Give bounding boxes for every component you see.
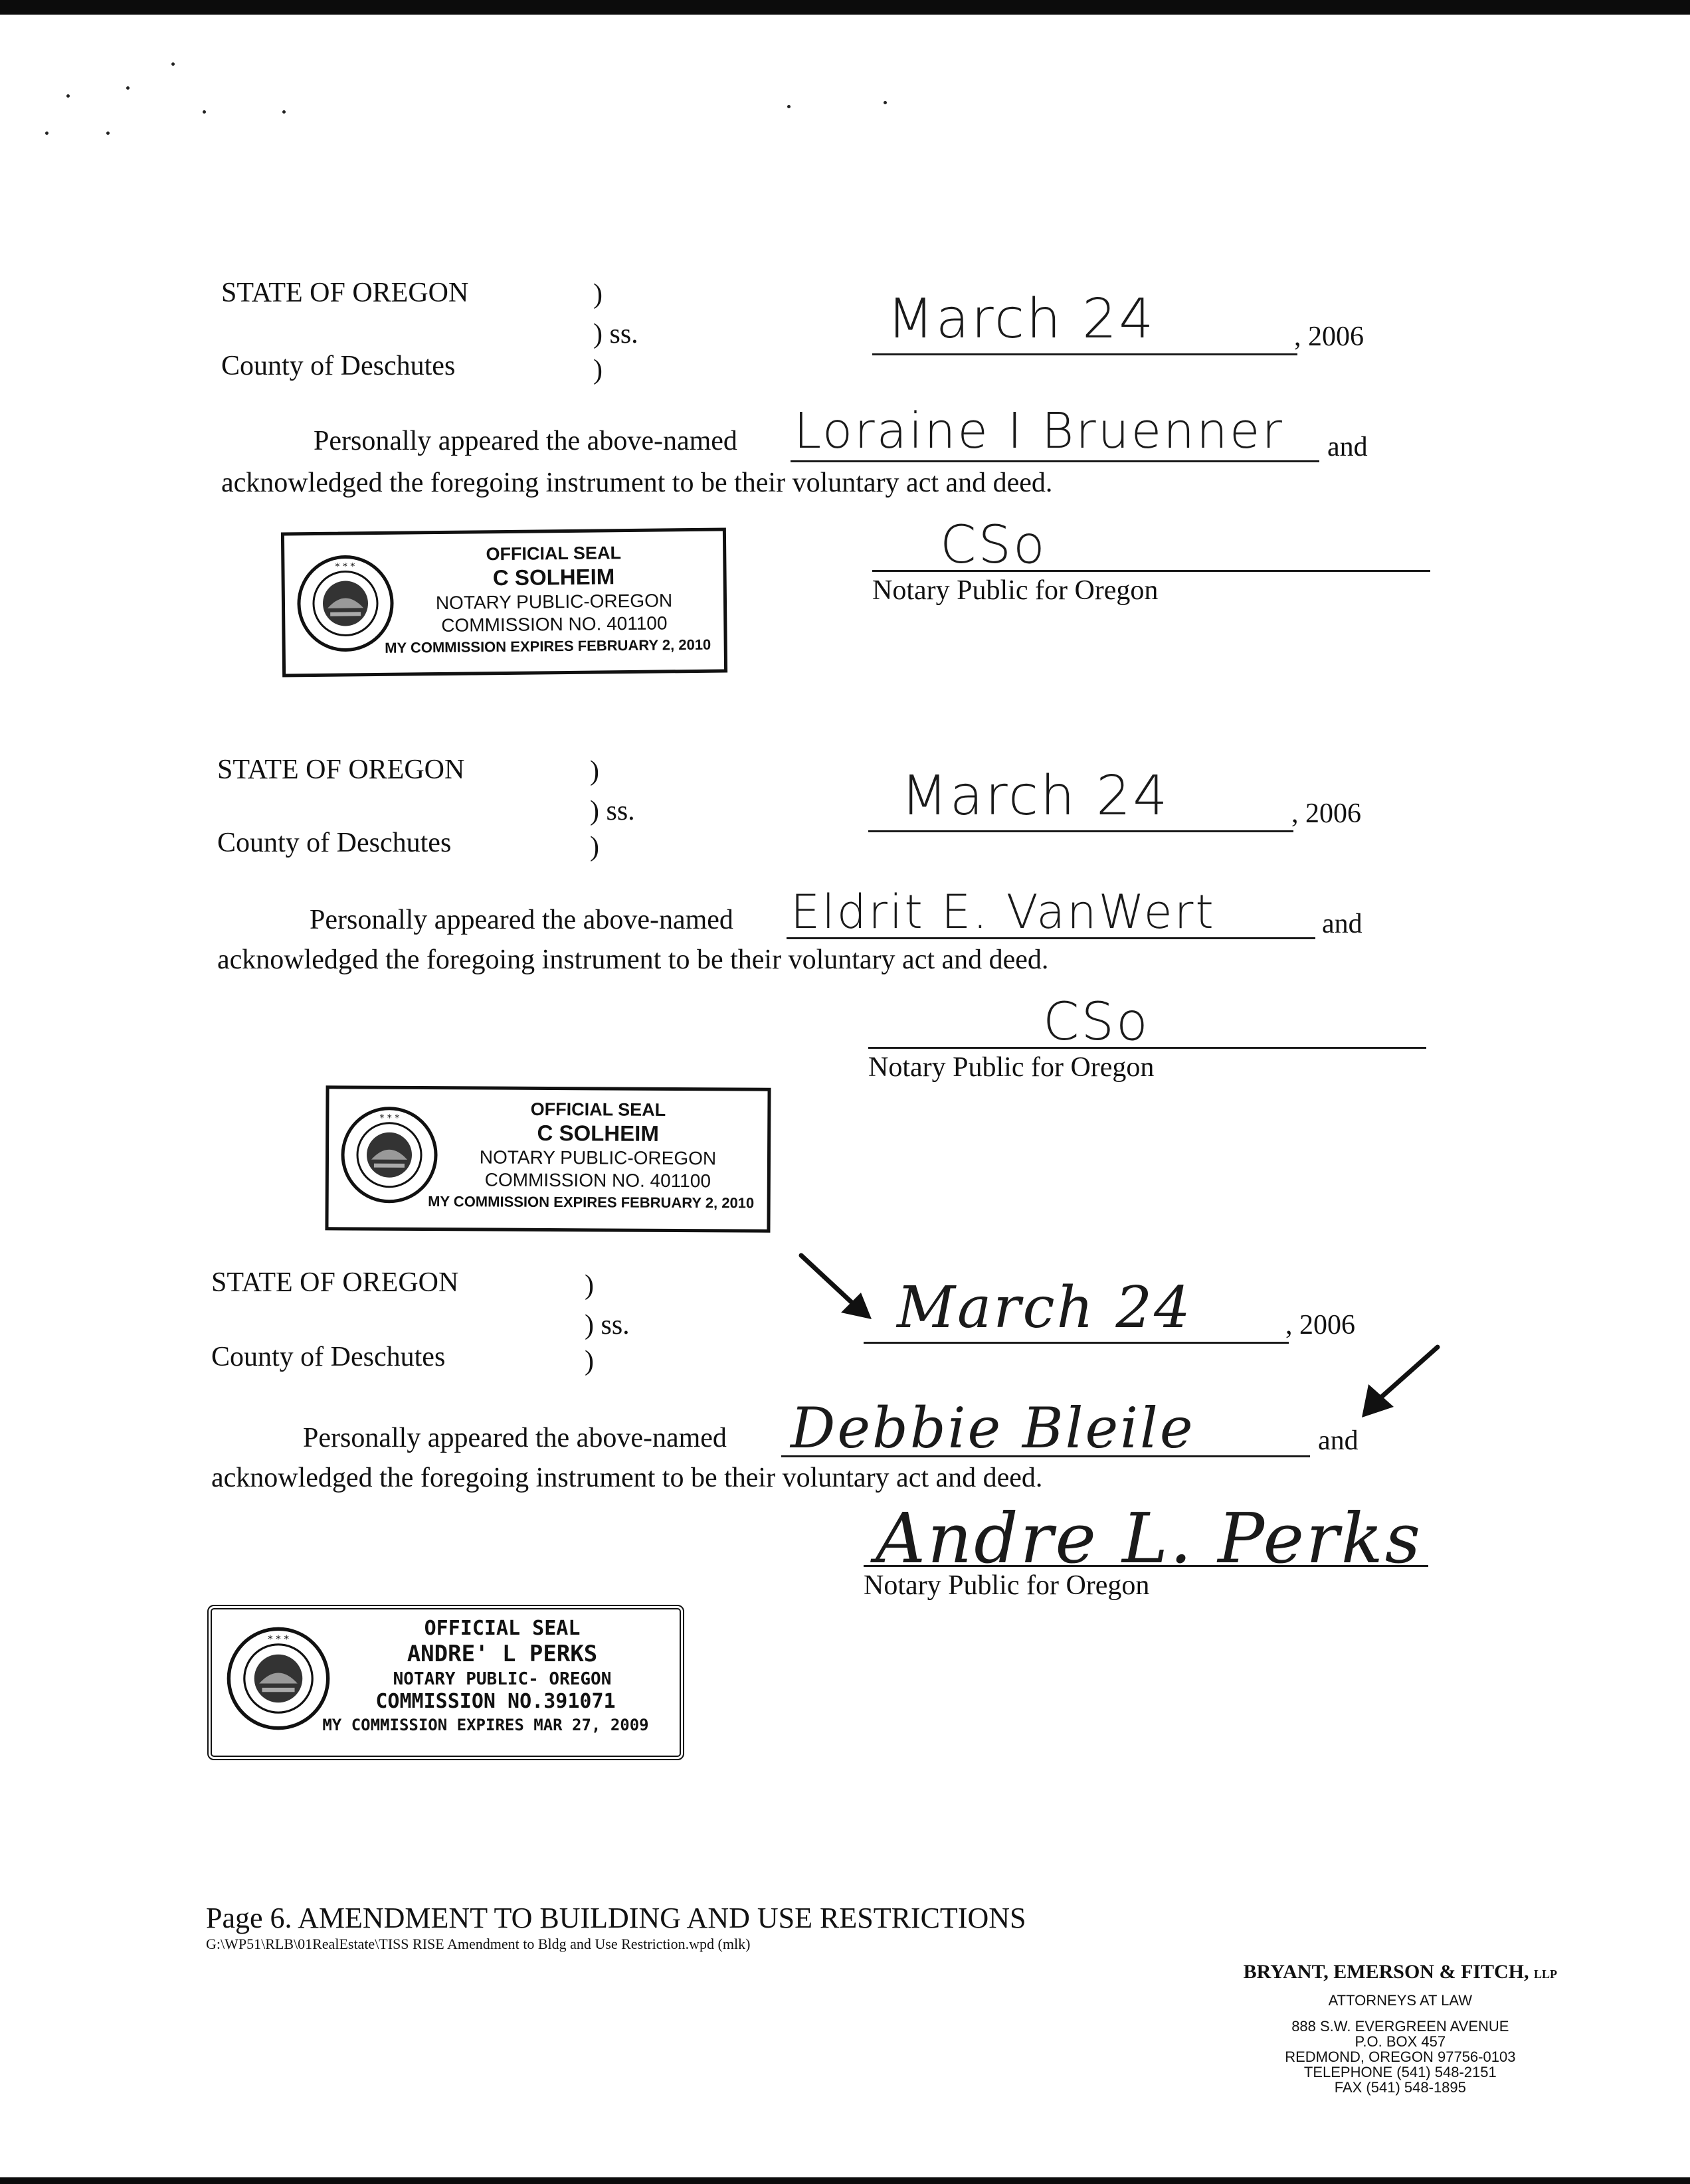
seal-line-3: NOTARY PUBLIC-OREGON <box>479 1146 717 1169</box>
date-handwritten: March 24 <box>901 765 1170 828</box>
date-line <box>872 353 1297 355</box>
firm-name-suffix: LLP <box>1533 1967 1557 1981</box>
year-text: , 2006 <box>1291 798 1361 829</box>
firm-address-1: 888 S.W. EVERGREEN AVENUE <box>1291 2018 1509 2035</box>
firm-telephone: TELEPHONE (541) 548-2151 <box>1303 2064 1497 2081</box>
name-line <box>781 1455 1310 1457</box>
seal-line-1: OFFICIAL SEAL <box>424 1617 581 1640</box>
county-label: County of Deschutes <box>211 1342 446 1372</box>
paren-ss: ) ss. <box>590 796 635 826</box>
notary-label: Notary Public for Oregon <box>872 575 1159 606</box>
name-line <box>791 460 1319 462</box>
ack-text: acknowledged the foregoing instrument to be their voluntary act and deed. <box>221 468 1053 498</box>
seal-line-2: C SOLHEIM <box>492 564 615 591</box>
official-seal-stamp <box>207 1605 684 1760</box>
seal-line-1: OFFICIAL SEAL <box>530 1099 666 1120</box>
paren-top: ) <box>593 279 603 310</box>
name-line <box>787 937 1315 939</box>
date-line <box>868 830 1293 832</box>
appeared-text: Personally appeared the above-named <box>303 1423 727 1453</box>
seal-line-2: ANDRE' L PERKS <box>407 1641 598 1667</box>
name-handwritten: Debbie Bleile <box>791 1396 1195 1461</box>
year-text: , 2006 <box>1294 321 1364 352</box>
appeared-text: Personally appeared the above-named <box>314 426 737 456</box>
firm-address-3: REDMOND, OREGON 97756-0103 <box>1285 2048 1516 2066</box>
date-handwritten: March 24 <box>897 1275 1192 1341</box>
and-text: and <box>1322 909 1362 939</box>
year-text: , 2006 <box>1285 1310 1355 1340</box>
paren-bottom: ) <box>590 832 599 862</box>
scan-bottom-border <box>0 2177 1690 2184</box>
notary-label: Notary Public for Oregon <box>868 1052 1155 1083</box>
paren-ss: ) ss. <box>593 319 638 349</box>
seal-line-4: COMMISSION NO. 401100 <box>484 1169 711 1192</box>
notary-signature: Andre L. Perks <box>876 1498 1423 1579</box>
signature-line <box>864 1565 1428 1567</box>
file-path: G:\WP51\RLB\01RealEstate\TISS RISE Amendment to Bldg and Use Restriction.wpd (mlk) <box>206 1936 751 1952</box>
notary-signature: CSo <box>940 515 1047 575</box>
firm-address-2: P.O. BOX 457 <box>1355 2033 1446 2050</box>
seal-line-4: COMMISSION NO.391071 <box>375 1690 616 1713</box>
svg-text:* * *: * * * <box>268 1633 289 1645</box>
ack-text: acknowledged the foregoing instrument to be their voluntary act and deed. <box>217 945 1049 975</box>
notary-signature: CSo <box>1043 992 1150 1052</box>
seal-line-4: COMMISSION NO. 401100 <box>441 612 668 636</box>
law-firm-block <box>1244 1961 1557 2096</box>
county-label: County of Deschutes <box>221 351 456 381</box>
svg-text:* * *: * * * <box>335 561 355 573</box>
firm-subtitle: ATTORNEYS AT LAW <box>1328 1992 1473 2009</box>
seal-line-5: MY COMMISSION EXPIRES FEBRUARY 2, 2010 <box>385 636 711 656</box>
state-label: STATE OF OREGON <box>221 278 469 308</box>
svg-text:* * *: * * * <box>379 1113 400 1124</box>
arrow-pointer-icon <box>1355 1343 1442 1423</box>
paren-bottom: ) <box>593 355 603 385</box>
county-label: County of Deschutes <box>217 828 452 858</box>
seal-line-5: MY COMMISSION EXPIRES FEBRUARY 2, 2010 <box>428 1193 755 1212</box>
seal-line-3: NOTARY PUBLIC-OREGON <box>435 590 673 614</box>
notary-block-3 <box>0 992 1690 1734</box>
firm-fax: FAX (541) 548-1895 <box>1334 2079 1466 2096</box>
page-footer-title: Page 6. AMENDMENT TO BUILDING AND USE RESTRICTIONS <box>206 1902 1026 1934</box>
date-line <box>864 1342 1289 1344</box>
appeared-text: Personally appeared the above-named <box>310 905 733 935</box>
paren-ss: ) ss. <box>585 1310 630 1340</box>
paren-bottom: ) <box>585 1346 594 1376</box>
and-text: and <box>1318 1425 1359 1456</box>
notary-block-2 <box>0 477 1690 1212</box>
state-label: STATE OF OREGON <box>211 1267 459 1298</box>
name-handwritten: Loraine I Bruenner <box>794 403 1284 460</box>
arrow-pointer-icon <box>797 1251 877 1324</box>
paren-top: ) <box>590 756 599 786</box>
date-handwritten: March 24 <box>887 288 1156 351</box>
notary-block-1 <box>0 0 1690 656</box>
ack-text: acknowledged the foregoing instrument to be their voluntary act and deed. <box>211 1463 1043 1493</box>
firm-name: BRYANT, EMERSON & FITCH, LLP <box>1243 1961 1557 1983</box>
seal-line-2: C SOLHEIM <box>537 1120 659 1146</box>
paren-top: ) <box>585 1270 594 1301</box>
state-label: STATE OF OREGON <box>217 755 465 785</box>
seal-line-1: OFFICIAL SEAL <box>486 543 622 565</box>
name-handwritten: Eldrit E. VanWert <box>791 885 1216 939</box>
and-text: and <box>1327 432 1368 462</box>
seal-line-3: NOTARY PUBLIC- OREGON <box>393 1669 612 1689</box>
seal-line-5: MY COMMISSION EXPIRES MAR 27, 2009 <box>322 1716 649 1734</box>
notary-label: Notary Public for Oregon <box>864 1570 1150 1601</box>
